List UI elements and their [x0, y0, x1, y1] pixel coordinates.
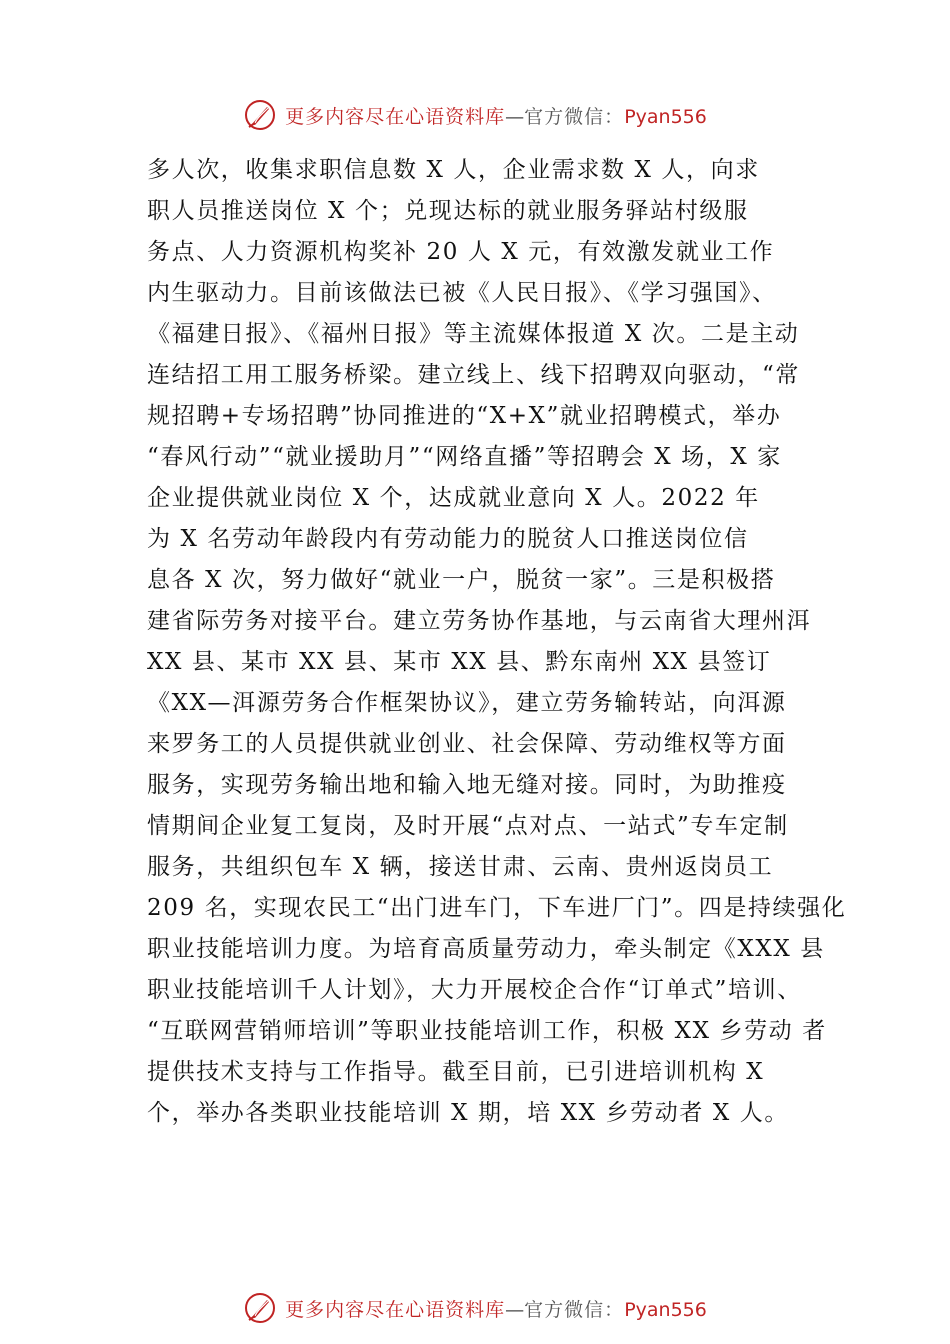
document-body [147, 150, 847, 1134]
banner-library-text: 更多内容尽在心语资料库 [285, 1298, 506, 1321]
banner-wechat-id: Pyan556 [624, 105, 707, 128]
banner-wechat-id: Pyan556 [624, 1298, 707, 1321]
text-line: 来罗务工的人员提供就业创业、社会保障、劳动维权等方面 [147, 731, 787, 757]
text-line: 服务，实现劳务输出地和输入地无缝对接。同时，为助推疫 [147, 772, 787, 798]
text-line: 职业技能培训力度。为培育高质量劳动力，牵头制定《XXX 县 [147, 936, 825, 962]
banner-wechat-label: 官方微信： [524, 105, 625, 128]
text-line: 209 名，实现农民工“出门进车门，下车进厂门”。四是持续强化 [147, 895, 847, 921]
banner-library-text: 更多内容尽在心语资料库 [285, 105, 506, 128]
text-line: “春风行动”“就业援助月”“网络直播”等招聘会 X 场，X 家 [147, 444, 782, 470]
text-line: 个，举办各类职业技能培训 X 期，培 XX 乡劳动者 X 人。 [147, 1100, 789, 1126]
text-line: 连结招工用工服务桥梁。建立线上、线下招聘双向驱动，“常 [147, 362, 800, 388]
text-line: 务点、人力资源机构奖补 20 人 X 元，有效激发就业工作 [147, 239, 775, 265]
text-line: 为 X 名劳动年龄段内有劳动能力的脱贫人口推送岗位信 [147, 526, 749, 552]
footer-banner [0, 1288, 950, 1328]
quill-pen-logo-icon [243, 98, 277, 132]
text-line: “互联网营销师培训”等职业技能培训工作，积极 XX 乡劳动 者 [147, 1018, 827, 1044]
text-line: 服务，共组织包车 X 辆，接送甘肃、云南、贵州返岗员工 [147, 854, 774, 880]
banner-separator: — [505, 1298, 525, 1321]
text-line: 息各 X 次，努力做好“就业一户，脱贫一家”。三是积极搭 [147, 567, 776, 593]
quill-pen-logo-icon [243, 1291, 277, 1325]
banner-wechat-label: 官方微信： [524, 1298, 625, 1321]
text-line: 《XX—洱源劳务合作框架协议》，建立劳务输转站，向洱源 [147, 690, 787, 716]
text-line: 内生驱动力。目前该做法已被《人民日报》、《学习强国》、 [147, 280, 777, 306]
text-line: 提供技术支持与工作指导。截至目前，已引进培训机构 X [147, 1059, 765, 1085]
text-line: 规招聘+专场招聘”协同推进的“X+X”就业招聘模式，举办 [147, 403, 782, 429]
text-line: 建省际劳务对接平台。建立劳务协作基地，与云南省大理州洱 [147, 608, 812, 634]
text-line: 职业技能培训千人计划》，大力开展校企合作“订单式”培训、 [147, 977, 802, 1003]
text-line: 《福建日报》、《福州日报》等主流媒体报道 X 次。二是主动 [147, 321, 800, 347]
text-line: 企业提供就业岗位 X 个，达成就业意向 X 人。2022 年 [147, 485, 760, 511]
text-line: XX 县、某市 XX 县、某市 XX 县、黔东南州 XX 县签订 [147, 649, 772, 675]
text-line: 多人次，收集求职信息数 X 人，企业需求数 X 人，向求 [147, 157, 760, 183]
header-banner [0, 95, 950, 135]
text-line: 职人员推送岗位 X 个；兑现达标的就业服务驿站村级服 [147, 198, 749, 224]
text-line: 情期间企业复工复岗，及时开展“点对点、一站式”专车定制 [147, 813, 789, 839]
banner-separator: — [505, 105, 525, 128]
